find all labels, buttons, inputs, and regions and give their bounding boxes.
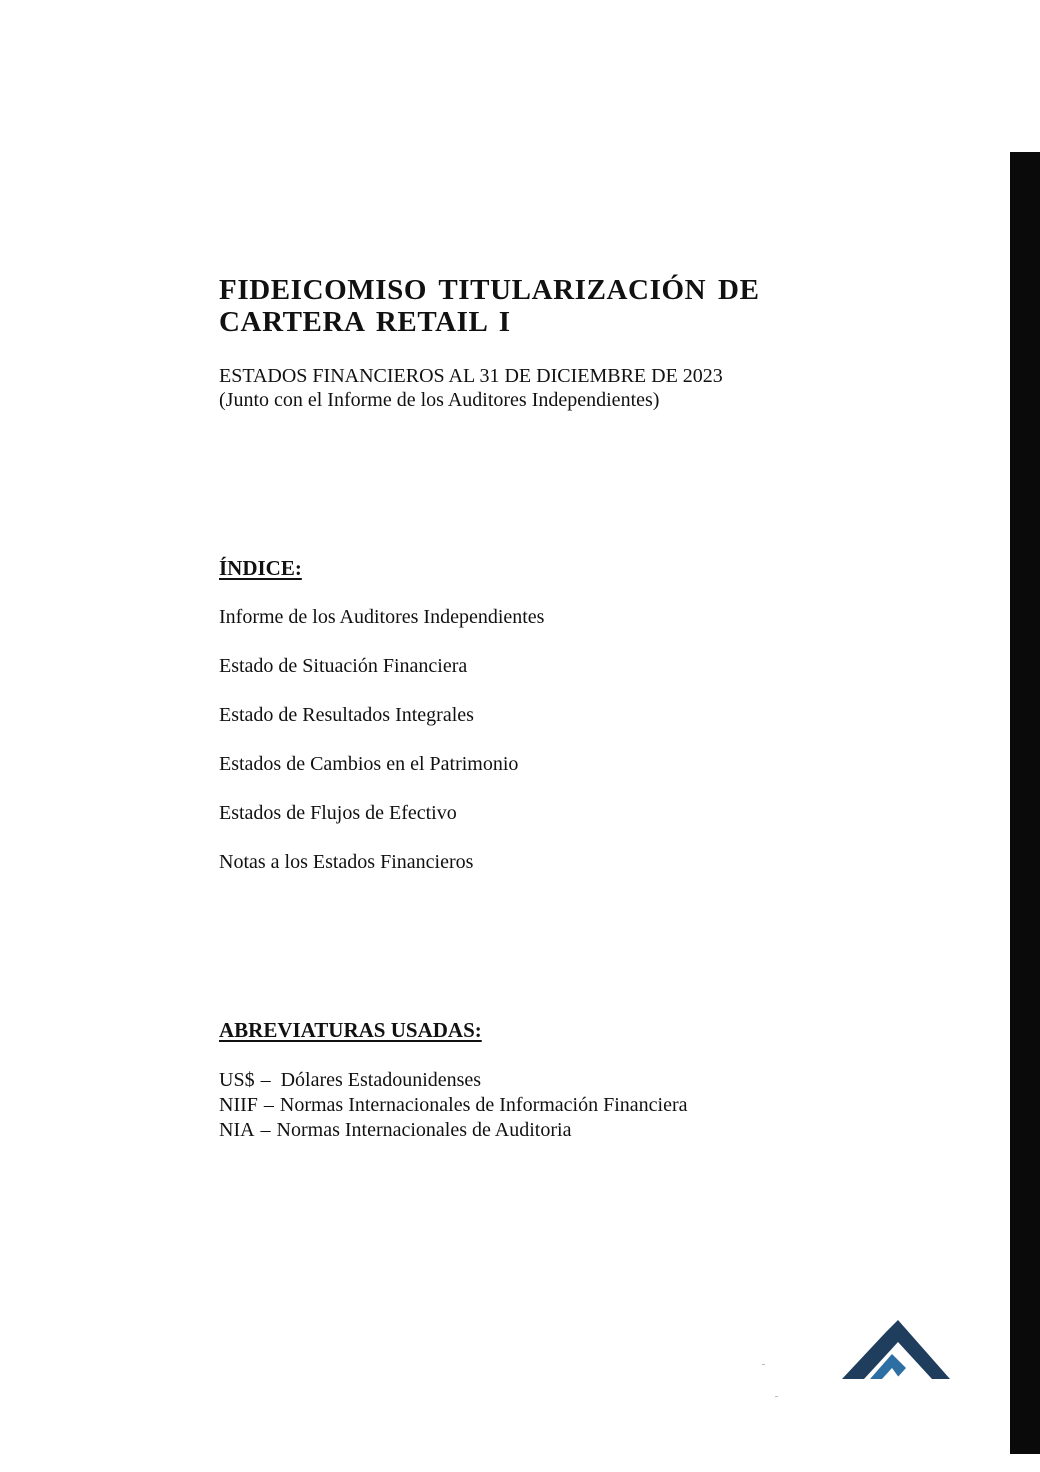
abbreviation-meaning: Dólares Estadounidenses bbox=[280, 1069, 482, 1091]
title-line-1: FIDEICOMISO TITULARIZACIÓN DE bbox=[219, 274, 760, 306]
scan-artifact bbox=[775, 1396, 778, 1397]
abbreviation-code: US$ bbox=[219, 1069, 255, 1091]
scan-edge-bar bbox=[1010, 152, 1040, 1454]
document-title bbox=[219, 274, 919, 338]
abbreviation-code: NIIF bbox=[219, 1094, 258, 1116]
abbreviation-meaning: Normas Internacionales de Información Financiera bbox=[279, 1094, 688, 1116]
subtitle-line-2: (Junto con el Informe de los Auditores Independientes) bbox=[219, 389, 660, 411]
abbreviation-item bbox=[219, 1118, 688, 1143]
abbreviation-separator: – bbox=[263, 1094, 274, 1116]
abbreviation-separator: – bbox=[260, 1069, 271, 1091]
index-list bbox=[219, 603, 544, 897]
index-item: Estado de Resultados Integrales bbox=[219, 704, 474, 726]
abbreviation-item bbox=[219, 1068, 688, 1093]
document-subtitle bbox=[219, 364, 723, 412]
scan-artifact bbox=[762, 1364, 765, 1365]
index-heading: ÍNDICE: bbox=[219, 556, 302, 580]
index-item: Notas a los Estados Financieros bbox=[219, 851, 474, 873]
abbreviation-item bbox=[219, 1093, 688, 1118]
abbreviation-separator: – bbox=[260, 1119, 271, 1141]
index-item: Informe de los Auditores Independientes bbox=[219, 606, 545, 628]
subtitle-line-1: ESTADOS FINANCIEROS AL 31 DE DICIEMBRE DE 2023 bbox=[219, 365, 723, 387]
abbreviation-code: NIA bbox=[219, 1119, 255, 1141]
index-item: Estado de Situación Financiera bbox=[219, 655, 468, 677]
title-line-2: CARTERA RETAIL I bbox=[219, 306, 511, 338]
abbreviation-meaning: Normas Internacionales de Auditoria bbox=[276, 1119, 572, 1141]
abbreviations-heading: ABREVIATURAS USADAS: bbox=[219, 1018, 482, 1042]
abbreviations-list bbox=[219, 1068, 688, 1143]
index-item: Estados de Cambios en el Patrimonio bbox=[219, 753, 519, 775]
company-logo-icon bbox=[842, 1316, 950, 1382]
index-item: Estados de Flujos de Efectivo bbox=[219, 802, 457, 824]
